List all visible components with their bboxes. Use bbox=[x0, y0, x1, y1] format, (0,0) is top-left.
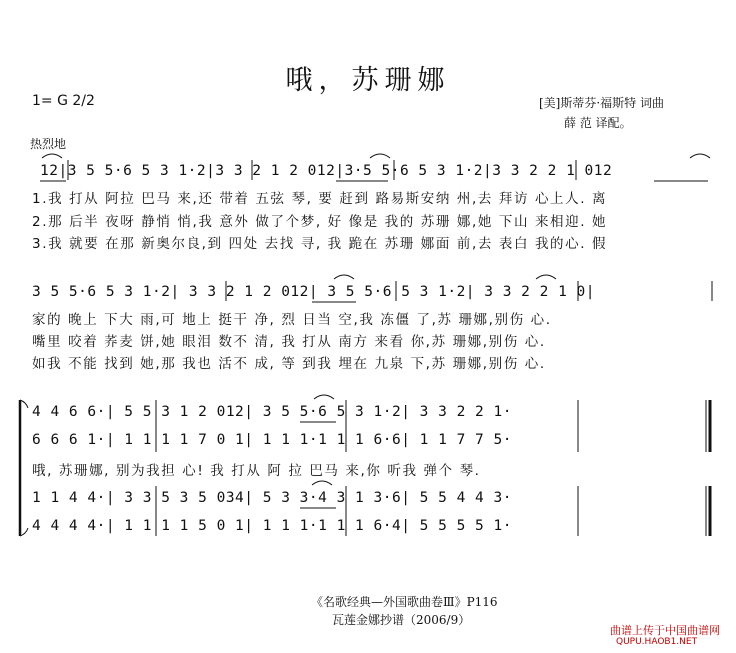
system1-notes: 12|3 5 5·6 5 3 1·2|3 3 2 1 2 012|3·5 5·6 5 3 1·2|3 3 2 2 1 012 bbox=[40, 163, 613, 179]
chorus-bass-notes: 4 4 4 4·| 1 1 1 1 5 0 1| 1 1 1·1 1 1 6·4| 5 5 5 5 1· bbox=[32, 518, 512, 534]
chorus-soprano-notes: 4 4 6 6·| 5 5 3 1 2 012| 3 5 5·6 5 3 1·2| 3 3 2 2 1· bbox=[32, 404, 512, 420]
translator-credit: 薛 范 译配。 bbox=[564, 116, 632, 130]
author-credit: [美]斯蒂芬·福斯特 词曲 bbox=[539, 96, 664, 110]
system1-lyric-verse1: 1.我 打从 阿拉 巴马 来,还 带着 五弦 琴, 要 赶到 路易斯安纳 州,去 拜访 心上人. 离 bbox=[32, 191, 608, 207]
system2-lyric-verse3: 如我 不能 找到 她,那 我也 活不 成, 等 到我 埋在 九泉 下,苏 珊娜,别伤 心. bbox=[32, 356, 546, 372]
system1-lyric-verse2: 2.那 后半 夜呀 静悄 悄,我 意外 做了个梦, 好 像是 我的 苏珊 娜,她 下山 来相迎. 她 bbox=[32, 214, 608, 230]
song-title: 哦，苏珊娜 bbox=[285, 65, 451, 96]
chorus-lyric: 哦, 苏珊娜, 别为我担 心! 我 打从 阿 拉 巴马 来,你 听我 弹个 琴. bbox=[32, 463, 481, 479]
source-citation: 《名歌经典—外国歌曲卷Ⅲ》P116 bbox=[311, 595, 498, 609]
watermark-text: 曲谱上传于中国曲谱网 bbox=[610, 624, 720, 637]
tempo-marking: 热烈地 bbox=[30, 137, 67, 151]
system2-lyric-verse1: 家的 晚上 下大 雨,可 地上 挺干 净, 烈 日当 空,我 冻僵 了,苏 珊娜,别伤 心. bbox=[32, 312, 552, 328]
chorus-tenor-notes: 1 1 4 4·| 3 3 5 3 5 034| 5 3 3·4 3 1 3·6| 5 5 4 4 3· bbox=[32, 490, 512, 506]
key-signature: 1= G 2/2 bbox=[32, 93, 95, 109]
system2-lyric-verse2: 嘴里 咬着 荞麦 饼,她 眼泪 数不 清, 我 打从 南方 来看 你,苏 珊娜,别伤 心. bbox=[32, 334, 546, 350]
chorus-alto-notes: 6 6 6 1·| 1 1 1 1 7 0 1| 1 1 1·1 1 1 6·6| 1 1 7 7 5· bbox=[32, 432, 512, 448]
system1-lyric-verse3: 3.我 就要 在那 新奥尔良,到 四处 去找 寻, 我 跪在 苏珊 娜面 前,去 表白 我的心. 假 bbox=[32, 236, 608, 252]
system2-notes: 3 5 5·6 5 3 1·2| 3 3 2 1 2 012| 3 5 5·6 5 3 1·2| 3 3 2 2 1 0| bbox=[32, 284, 596, 300]
copyist-note: 瓦莲金娜抄谱（2006/9） bbox=[332, 613, 471, 627]
watermark-url: QUPU.HAOB1.NET bbox=[616, 637, 698, 647]
